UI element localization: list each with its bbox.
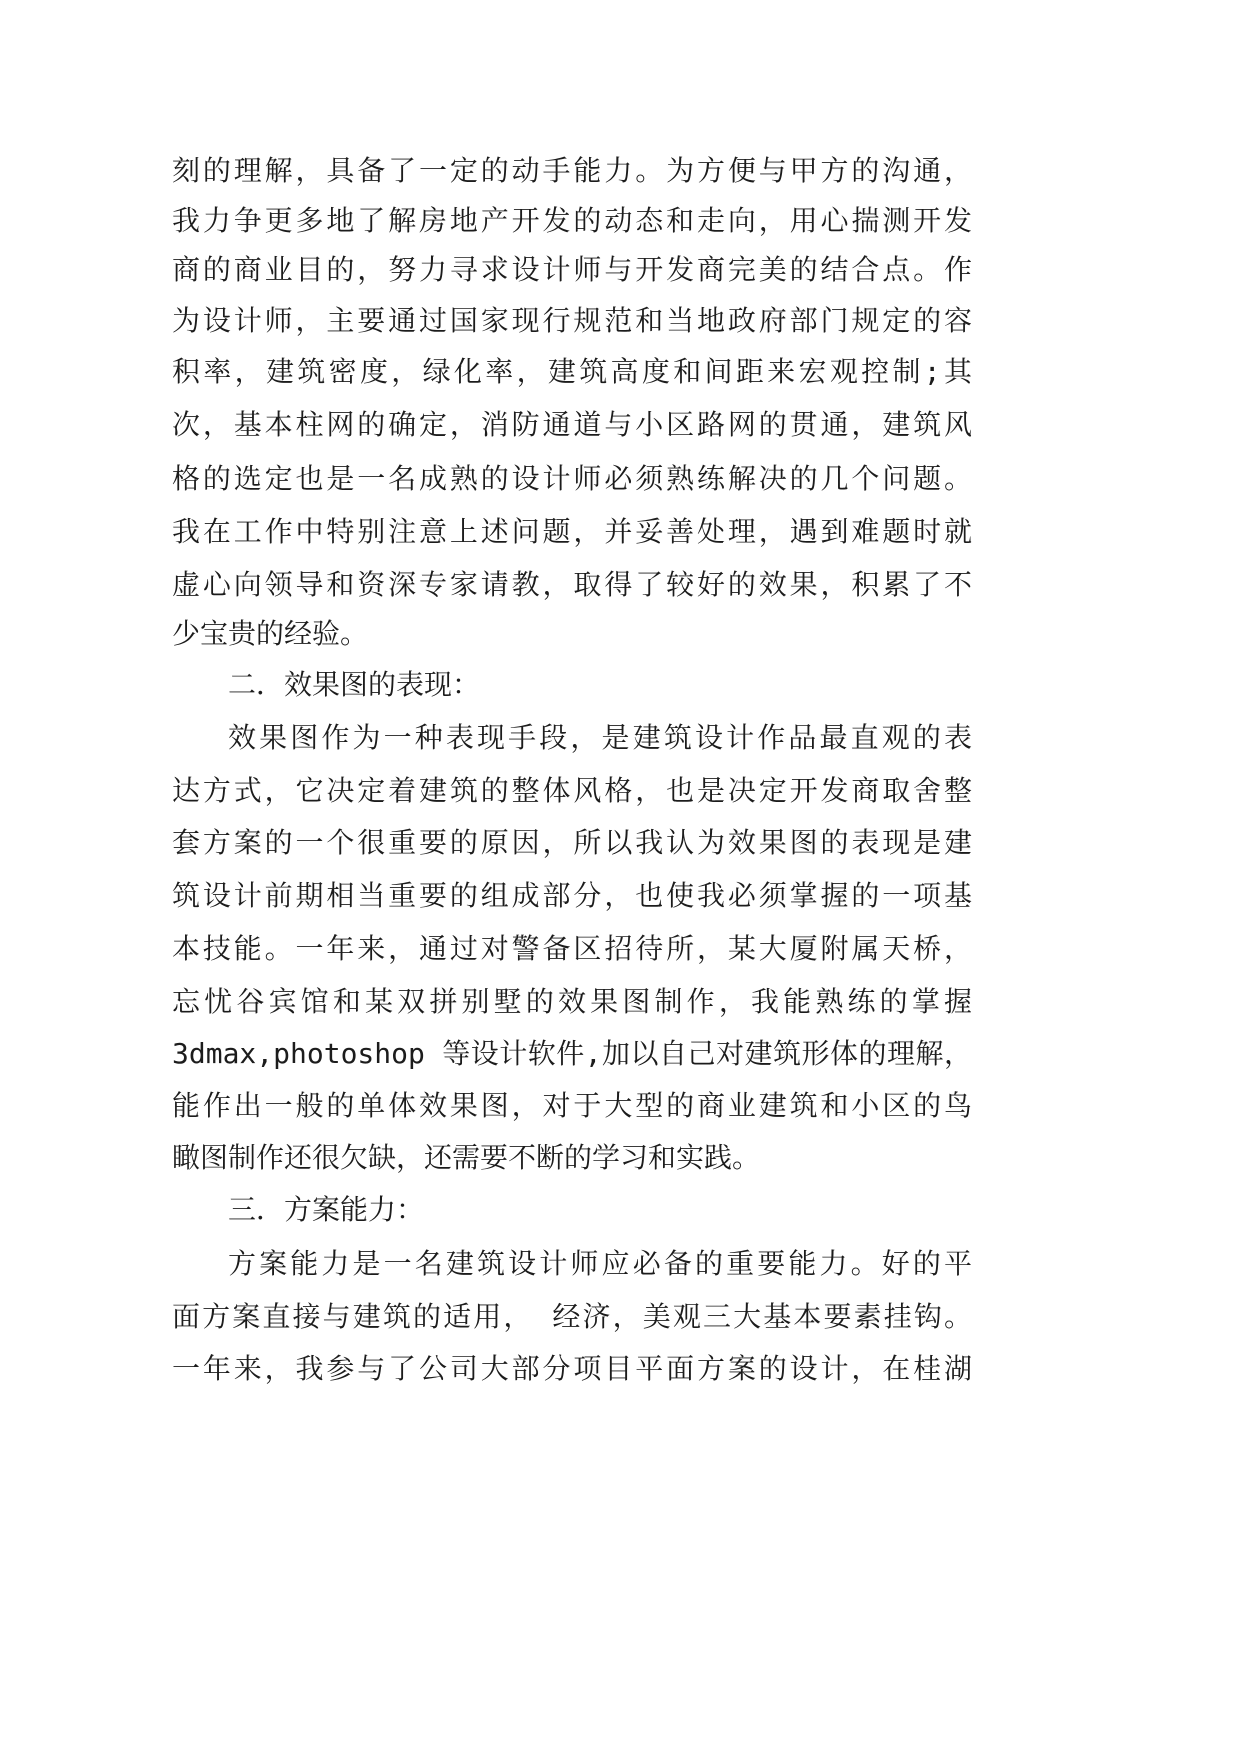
text-line: 达方式，它决定着建筑的整体风格，也是决定开发商取舍整 (172, 774, 972, 807)
paragraph-first-line: 效果图作为一种表现手段，是建筑设计作品最直观的表 (228, 721, 972, 754)
text-line: 少宝贵的经验。 (172, 617, 369, 650)
text-line: 格的选定也是一名成熟的设计师必须熟练解决的几个问题。 (172, 462, 972, 495)
text-line: 我在工作中特别注意上述问题，并妥善处理，遇到难题时就 (172, 515, 972, 548)
text-line: 忘忧谷宾馆和某双拼别墅的效果图制作，我能熟练的掌握 (172, 985, 972, 1018)
text-line: 为设计师，主要通过国家现行规范和当地政府部门规定的容 (172, 304, 972, 337)
section-heading: 三．方案能力： (228, 1193, 425, 1226)
text-line: 瞰图制作还很欠缺，还需要不断的学习和实践。 (172, 1141, 761, 1174)
text-line: 我力争更多地了解房地产开发的动态和走向，用心揣测开发 (172, 204, 972, 237)
text-line: 套方案的一个很重要的原因，所以我认为效果图的表现是建 (172, 826, 972, 859)
text-line: 面方案直接与建筑的适用， 经济，美观三大基本要素挂钩。 (172, 1300, 972, 1333)
section-heading: 二．效果图的表现： (228, 668, 481, 701)
text-line: 商的商业目的，努力寻求设计师与开发商完美的结合点。作 (172, 253, 972, 286)
text-line: 虚心向领导和资深专家请教，取得了较好的效果，积累了不 (172, 568, 972, 601)
paragraph-first-line: 方案能力是一名建筑设计师应必备的重要能力。好的平 (228, 1247, 972, 1280)
text-line: 积率，建筑密度，绿化率，建筑高度和间距来宏观控制;其 (172, 355, 972, 388)
text-line: 一年来，我参与了公司大部分项目平面方案的设计，在桂湖 (172, 1352, 972, 1385)
text-line: 刻的理解，具备了一定的动手能力。为方便与甲方的沟通， (172, 154, 972, 187)
text-line: 能作出一般的单体效果图，对于大型的商业建筑和小区的鸟 (172, 1089, 972, 1122)
text-line: 3dmax,photoshop 等设计软件,加以自己对建筑形体的理解， (172, 1037, 972, 1070)
text-line: 次，基本柱网的确定，消防通道与小区路网的贯通，建筑风 (172, 408, 972, 441)
text-line: 本技能。一年来，通过对警备区招待所，某大厦附属天桥， (172, 932, 972, 965)
text-line: 筑设计前期相当重要的组成部分，也使我必须掌握的一项基 (172, 879, 972, 912)
